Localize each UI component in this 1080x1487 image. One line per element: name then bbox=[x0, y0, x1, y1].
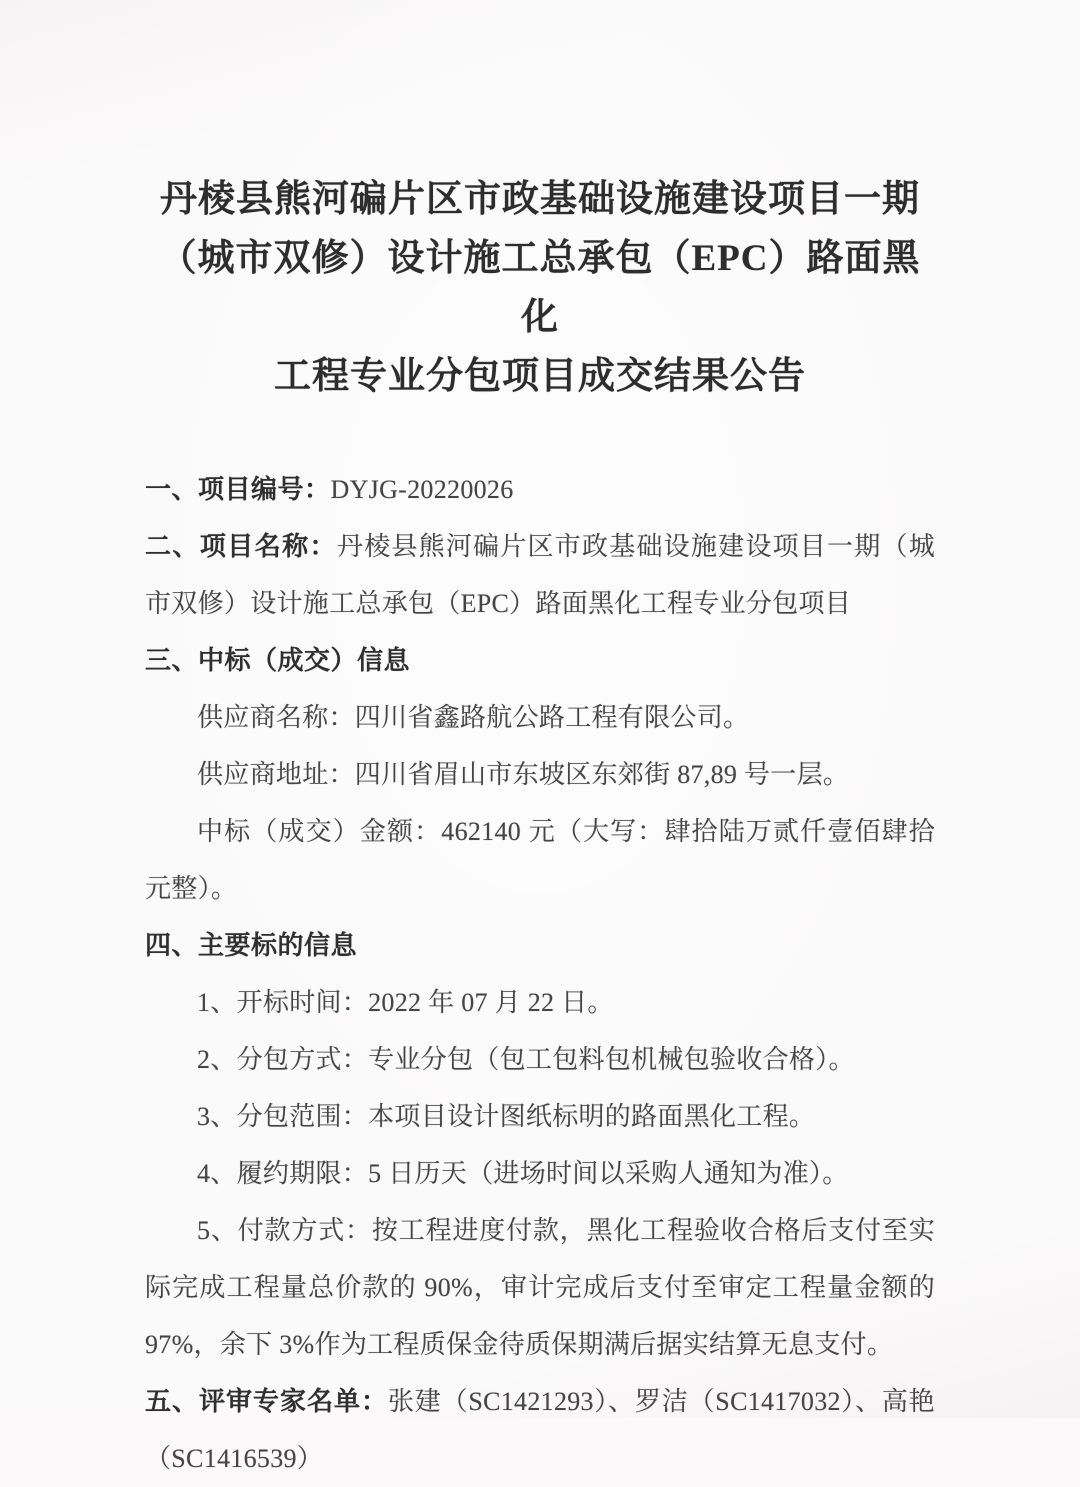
section-project-name-label: 二、项目名称： bbox=[145, 531, 337, 561]
document-title-line: 工程专业分包项目成交结果公告 bbox=[274, 356, 806, 397]
para-performance-period: 4、履约期限：5 日历天（进场时间以采购人通知为准）。 bbox=[197, 1159, 849, 1188]
section-award-info-heading-label: 三、中标（成交）信息 bbox=[145, 645, 411, 675]
para-subcontract-method: 2、分包方式：专业分包（包工包料包机械包验收合格）。 bbox=[197, 1045, 855, 1074]
section-project-number-label: 一、项目编号： bbox=[145, 474, 331, 504]
section-main-subject-heading bbox=[145, 917, 935, 974]
para-subcontract-scope: 3、分包范围：本项目设计图纸标明的路面黑化工程。 bbox=[197, 1102, 816, 1131]
document-title bbox=[145, 170, 935, 406]
section-project-name bbox=[145, 518, 935, 632]
para-supplier-address: 供应商地址：四川省眉山市东坡区东郊街 87,89 号一层。 bbox=[197, 760, 850, 789]
section-main-subject-heading-label: 四、主要标的信息 bbox=[145, 930, 358, 960]
section-expert-list-label: 五、评审专家名单： bbox=[145, 1386, 388, 1416]
para-bid-opening-time: 1、开标时间：2022 年 07 月 22 日。 bbox=[197, 988, 614, 1017]
section-project-name-value: 丹棱县熊河碥片区市政基础设施建设项目一期（城市双修）设计施工总承包（EPC）路面黑化工程专业分包项目 bbox=[145, 532, 935, 618]
section-expert-list bbox=[145, 1373, 935, 1487]
para-award-amount: 中标（成交）金额：462140 元（大写：肆拾陆万贰仟壹佰肆拾元整）。 bbox=[145, 817, 935, 903]
para-supplier-name: 供应商名称：四川省鑫路航公路工程有限公司。 bbox=[197, 703, 750, 732]
para-payment-method: 5、付款方式：按工程进度付款，黑化工程验收合格后支付至实际完成工程量总价款的 90%，审计完成后支付至审定工程量金额的 97%，余下 3%作为工程质保金待质保期满后据实结算无息支付。 bbox=[145, 1216, 935, 1359]
section-project-number-value: DYJG-20220026 bbox=[330, 475, 514, 504]
document-title-line: 丹棱县熊河碥片区市政基础设施建设项目一期 bbox=[160, 179, 920, 220]
section-expert-list-value: 张建（SC1421293）、罗洁（SC1417032）、高艳（SC1416539） bbox=[145, 1387, 935, 1473]
section-project-number bbox=[145, 461, 935, 518]
section-award-info-heading bbox=[145, 632, 935, 689]
document-title-line: （城市双修）设计施工总承包（EPC）路面黑化 bbox=[159, 238, 921, 338]
